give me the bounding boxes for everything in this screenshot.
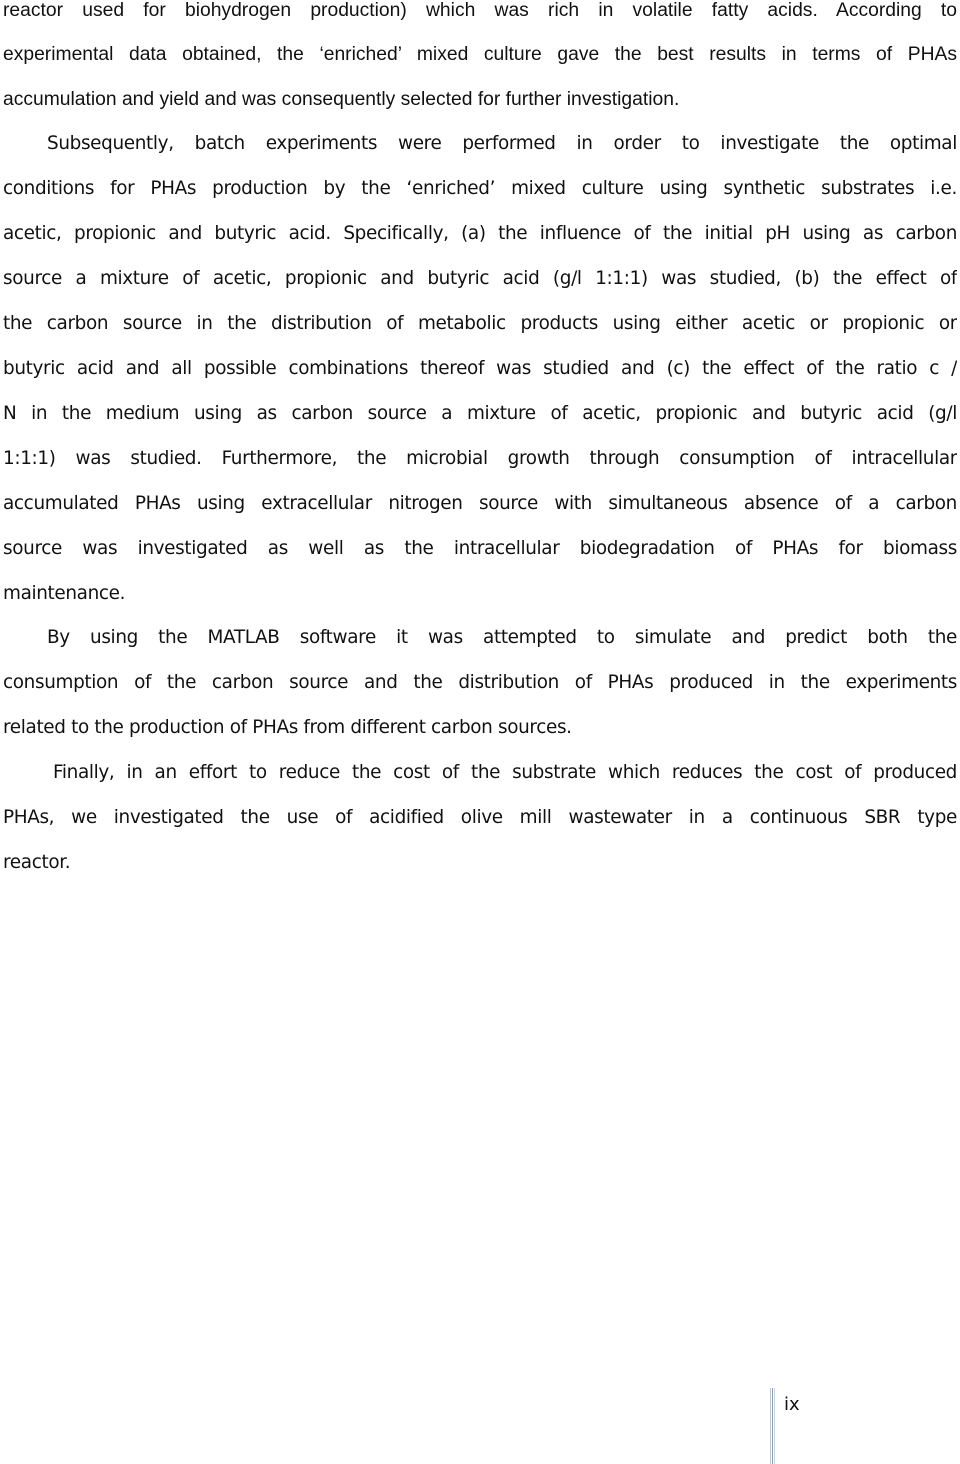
footer-rule	[772, 1388, 773, 1464]
text-line: acetic, propionic and butyric acid. Specifically, (a) the influence of the initial pH using as carbon	[3, 223, 957, 244]
text-line: accumulation and yield and was consequently selected for further investigation.	[3, 89, 680, 110]
text-line: 1:1:1) was studied. Furthermore, the microbial growth through consumption of intracellular	[3, 448, 957, 469]
text-line: Subsequently, batch experiments were performed in order to investigate the optimal	[47, 133, 957, 154]
text-line: butyric acid and all possible combinations thereof was studied and (c) the effect of the ratio c /	[3, 358, 957, 379]
text-line: the carbon source in the distribution of metabolic products using either acetic or propionic or	[3, 313, 957, 334]
text-line: reactor.	[3, 852, 71, 873]
text-line: source a mixture of acetic, propionic and butyric acid (g/l 1:1:1) was studied, (b) the effect of	[3, 268, 957, 289]
footer-rule	[774, 1388, 775, 1464]
text-line: Finally, in an effort to reduce the cost of the substrate which reduces the cost of produced	[53, 762, 957, 783]
page-number: ix	[784, 1394, 800, 1415]
text-line: related to the production of PHAs from different carbon sources.	[3, 717, 572, 738]
text-line: maintenance.	[3, 583, 126, 604]
text-line: source was investigated as well as the intracellular biodegradation of PHAs for biomass	[3, 538, 957, 559]
text-line: reactor used for biohydrogen production) which was rich in volatile fatty acids. According to	[3, 0, 957, 21]
text-line: accumulated PHAs using extracellular nitrogen source with simultaneous absence of a carbon	[3, 493, 957, 514]
footer-rule	[770, 1388, 771, 1464]
text-line: consumption of the carbon source and the distribution of PHAs produced in the experiments	[3, 672, 957, 693]
text-line: N in the medium using as carbon source a mixture of acetic, propionic and butyric acid (g/l	[3, 403, 957, 424]
text-line: PHAs, we investigated the use of acidified olive mill wastewater in a continuous SBR type	[3, 807, 957, 828]
text-line: By using the MATLAB software it was attempted to simulate and predict both the	[47, 627, 957, 648]
text-line: conditions for PHAs production by the ‘enriched’ mixed culture using synthetic substrates i.e.	[3, 178, 957, 199]
text-line: experimental data obtained, the ‘enriched’ mixed culture gave the best results in terms of PHAs	[3, 44, 957, 65]
